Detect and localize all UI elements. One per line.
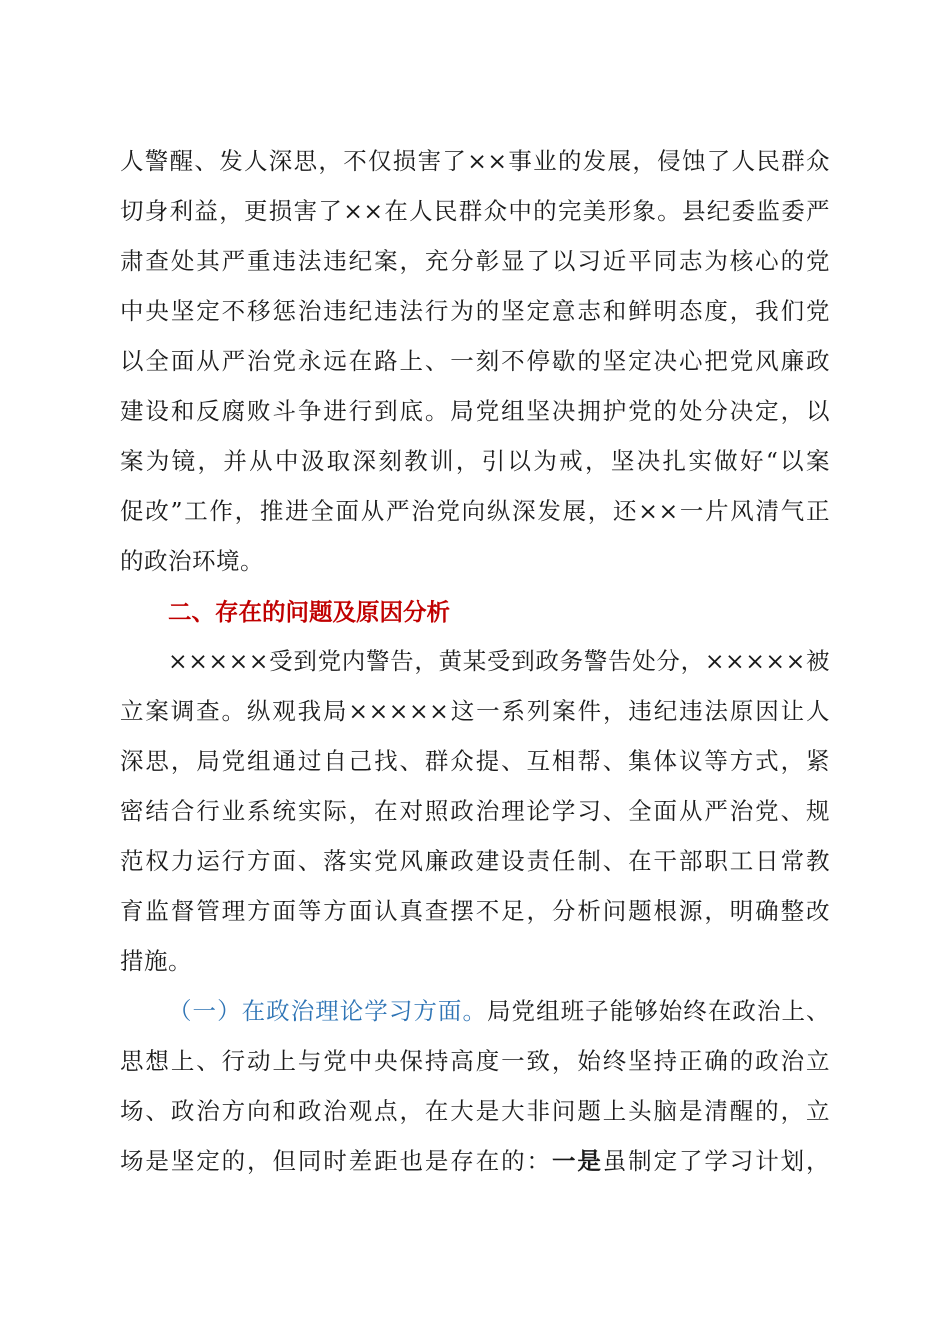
- section-heading: 二、存在的问题及原因分析: [168, 598, 450, 626]
- text-line: 思想上、行动上与党中央保持高度一致，始终坚持正确的政治立: [120, 1047, 830, 1075]
- text-line: 中央坚定不移惩治违纪违法行为的坚定意志和鲜明态度，我们党: [120, 297, 830, 325]
- paragraph-political-study: [120, 986, 830, 1186]
- text-line: [120, 986, 830, 1036]
- text-line: ×××××受到党内警告，黄某受到政务警告处分，×××××被: [168, 647, 830, 675]
- text-fragment: 局党组班子能够始终在政治上、: [487, 997, 830, 1025]
- text-line: 深思，局党组通过自己找、群众提、互相帮、集体议等方式，紧: [120, 747, 830, 775]
- text-line: 切身利益，更损害了××在人民群众中的完美形象。县纪委监委严: [120, 197, 830, 225]
- text-fragment: 虽制定了学习计划，: [602, 1147, 831, 1175]
- subheading-political-study: （一）在政治理论学习方面。: [168, 997, 487, 1025]
- text-line: 肃查处其严重违法违纪案，充分彰显了以习近平同志为核心的党: [120, 247, 830, 275]
- text-line: 建设和反腐败斗争进行到底。局党组坚决拥护党的处分决定，以: [120, 397, 830, 425]
- text-line: 促改”工作，推进全面从严治党向纵深发展，还××一片风清气正: [120, 497, 830, 525]
- text-line: 案为镜，并从中汲取深刻教训，引以为戒，坚决扎实做好“以案: [120, 447, 830, 475]
- text-line: 范权力运行方面、落实党风廉政建设责任制、在干部职工日常教: [120, 847, 830, 875]
- text-line: 场、政治方向和政治观点，在大是大非问题上头脑是清醒的，立: [120, 1097, 830, 1125]
- text-line: 立案调查。纵观我局×××××这一系列案件，违纪违法原因让人: [120, 697, 830, 725]
- text-line: 的政治环境。: [120, 547, 264, 575]
- text-line: 育监督管理方面等方面认真查摆不足，分析问题根源，明确整改: [120, 897, 830, 925]
- text-line: 人警醒、发人深思，不仅损害了××事业的发展，侵蚀了人民群众: [120, 147, 830, 175]
- paragraph-problems-intro: [120, 636, 830, 986]
- emphasis-first-point: 一是: [551, 1147, 603, 1175]
- text-line: [120, 1136, 830, 1186]
- text-line: 措施。: [120, 947, 192, 975]
- text-fragment: 场是坚定的，但同时差距也是存在的：: [120, 1147, 552, 1175]
- text-line: 密结合行业系统实际，在对照政治理论学习、全面从严治党、规: [120, 797, 830, 825]
- text-line: 以全面从严治党永远在路上、一刻不停歇的坚定决心把党风廉政: [120, 347, 830, 375]
- paragraph-consequences: [120, 136, 830, 586]
